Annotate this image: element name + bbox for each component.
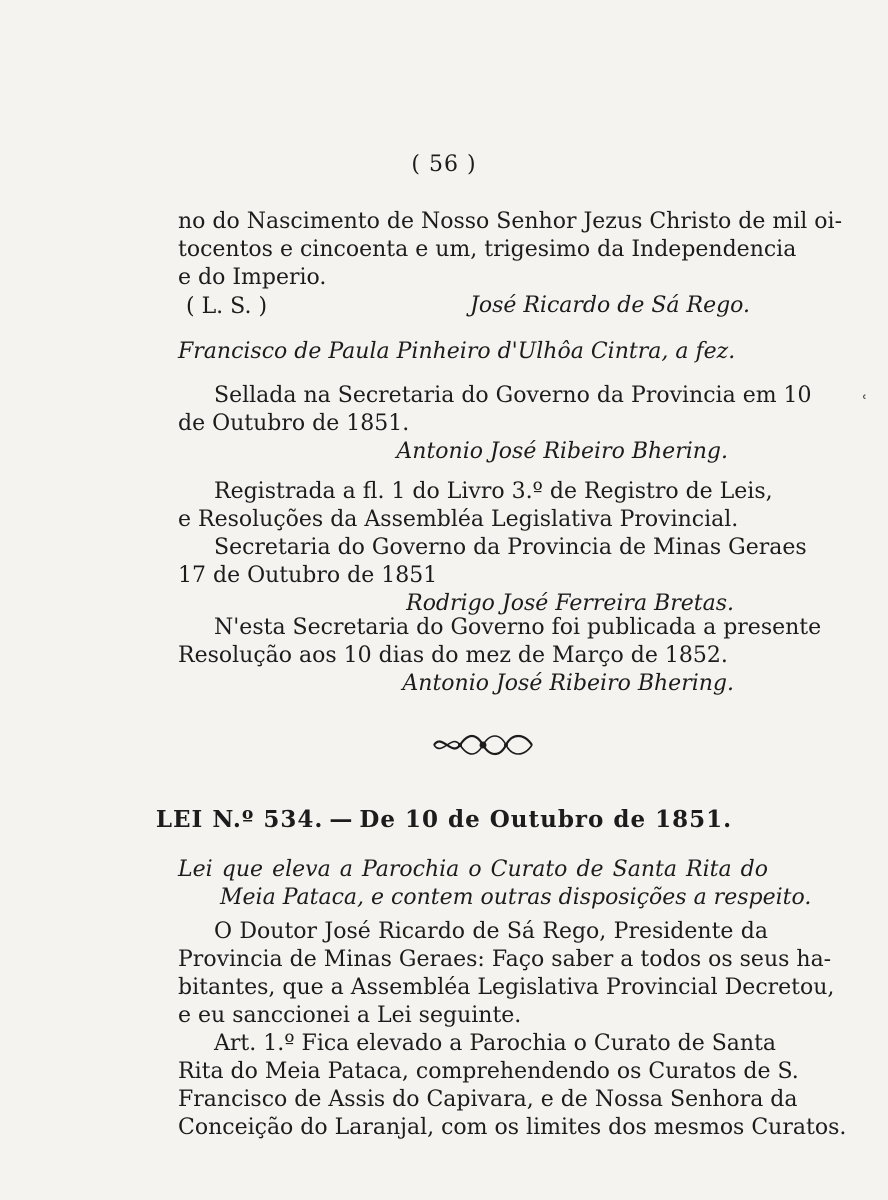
law-summary	[178, 856, 812, 912]
closing-date-paragraph	[178, 208, 843, 292]
title-dash: —	[329, 806, 354, 833]
law-date: De 10 de Outubro de 1851.	[359, 806, 733, 833]
margin-mark: ʿ	[862, 392, 868, 413]
text-line: de Outubro de 1851.	[178, 411, 410, 436]
text-line: e eu sanccionei a Lei seguinte.	[178, 1003, 522, 1028]
page-number: ( 56 )	[411, 152, 477, 177]
text-line: Sellada na Secretaria do Governo da Provincia em 10	[214, 383, 812, 408]
law-title	[0, 806, 888, 833]
law-number: LEI N.º 534.	[155, 806, 324, 833]
seal-marker: ( L. S. )	[186, 294, 268, 319]
nesta-paragraph	[178, 614, 822, 698]
text-line: Conceição do Laranjal, com os limites dos mesmos Curatos.	[178, 1115, 847, 1140]
text-line: Francisco de Paula Pinheiro d'Ulhôa Cintra, a fez.	[178, 339, 736, 364]
text-line: Resolução aos 10 dias do mez de Março de 1852.	[178, 643, 728, 668]
signature-bretas: Rodrigo José Ferreira Bretas.	[406, 591, 734, 616]
secretary-line	[178, 338, 768, 366]
signature-bhering: Antonio José Ribeiro Bhering.	[402, 671, 734, 696]
text-line: e do Imperio.	[178, 265, 327, 290]
text-line: Rita do Meia Pataca, comprehendendo os Curatos de S.	[178, 1059, 799, 1084]
text-line: Registrada a fl. 1 do Livro 3.º de Registro de Leis,	[214, 479, 773, 504]
decorative-flourish-icon	[430, 730, 536, 760]
text-line: Francisco de Assis do Capivara, e de Nossa Senhora da	[178, 1087, 798, 1112]
article-1-line: Art. 1.º Fica elevado a Parochia o Curato de Santa	[214, 1031, 777, 1056]
text-line: Lei que eleva a Parochia o Curato de Santa Rita do	[178, 857, 768, 882]
text-line: bitantes, que a Assembléa Legislativa Provincial Decretou,	[178, 975, 835, 1000]
text-line: 17 de Outubro de 1851	[178, 563, 438, 588]
text-line: N'esta Secretaria do Governo foi publicada a presente	[214, 615, 822, 640]
text-line: O Doutor José Ricardo de Sá Rego, Presidente da	[214, 919, 768, 944]
signature-president: José Ricardo de Sá Rego.	[470, 293, 751, 318]
registrada-paragraph	[178, 478, 807, 618]
sellada-paragraph	[178, 382, 812, 466]
law-body	[178, 918, 847, 1142]
text-line: tocentos e cincoenta e um, trigesimo da Independencia	[178, 237, 797, 262]
signature-bhering: Antonio José Ribeiro Bhering.	[396, 439, 728, 464]
text-line: no do Nascimento de Nosso Senhor Jezus Christo de mil oi-	[178, 209, 843, 234]
text-line: e Resoluções da Assembléa Legislativa Provincial.	[178, 507, 739, 532]
text-line: Provincia de Minas Geraes: Faço saber a todos os seus ha-	[178, 947, 832, 972]
text-line: Secretaria do Governo da Provincia de Minas Geraes	[214, 535, 807, 560]
text-line: Meia Pataca, e contem outras disposições a respeito.	[220, 885, 812, 910]
